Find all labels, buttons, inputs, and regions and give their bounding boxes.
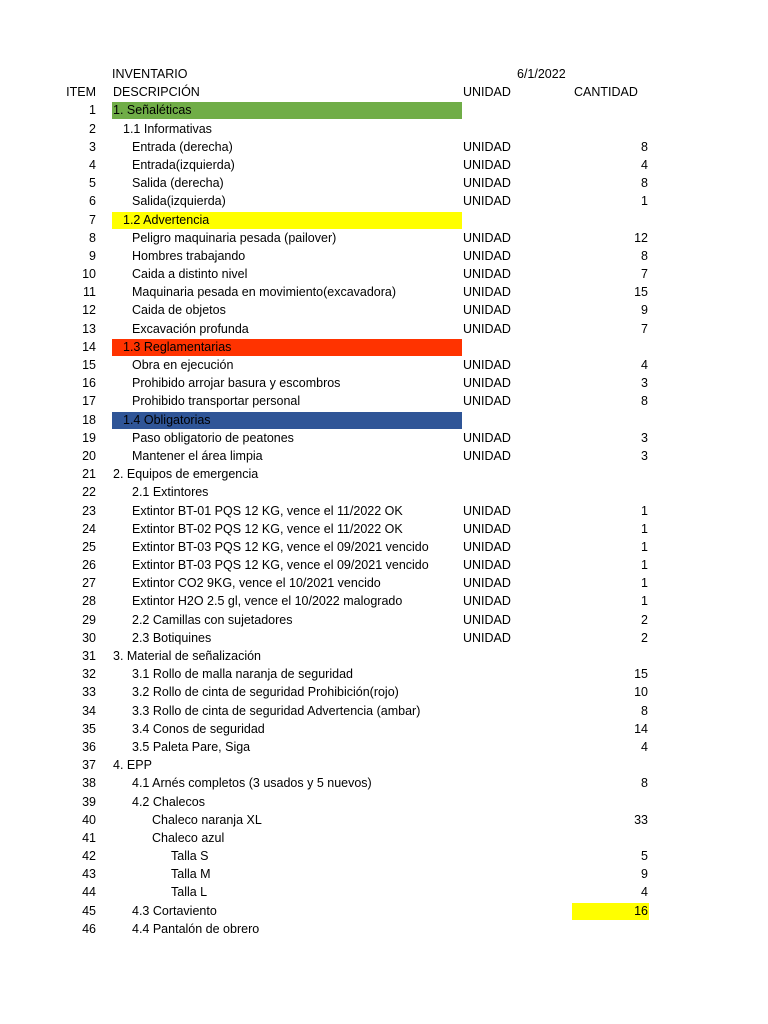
description-cell: 4.1 Arnés completos (3 usados y 5 nuevos) bbox=[132, 776, 372, 791]
item-number-cell: 3 bbox=[89, 139, 96, 154]
unit-cell: UNIDAD bbox=[463, 285, 511, 300]
description-cell: 1.3 Reglamentarias bbox=[112, 339, 462, 356]
quantity-cell: 10 bbox=[634, 685, 648, 700]
description-cell: Talla S bbox=[171, 849, 209, 864]
quantity-cell: 8 bbox=[641, 176, 648, 191]
table-row bbox=[0, 793, 768, 811]
item-number-cell: 9 bbox=[89, 248, 96, 263]
item-number-cell: 30 bbox=[82, 630, 96, 645]
unit-cell: UNIDAD bbox=[463, 303, 511, 318]
description-cell: Paso obligatorio de peatones bbox=[132, 430, 294, 445]
table-row bbox=[0, 229, 768, 247]
unit-cell: UNIDAD bbox=[463, 230, 511, 245]
unit-cell: UNIDAD bbox=[463, 448, 511, 463]
quantity-cell: 3 bbox=[641, 376, 648, 391]
quantity-cell: 9 bbox=[641, 867, 648, 882]
unit-cell: UNIDAD bbox=[463, 630, 511, 645]
item-number-cell: 36 bbox=[82, 739, 96, 754]
quantity-cell: 7 bbox=[641, 267, 648, 282]
unit-cell: UNIDAD bbox=[463, 139, 511, 154]
quantity-cell: 8 bbox=[641, 248, 648, 263]
table-row bbox=[0, 429, 768, 447]
item-number-cell: 15 bbox=[82, 358, 96, 372]
quantity-cell: 12 bbox=[634, 230, 648, 245]
inventory-title: INVENTARIO bbox=[112, 67, 188, 81]
description-cell: 2.3 Botiquines bbox=[132, 630, 212, 645]
quantity-cell: 4 bbox=[641, 739, 648, 754]
table-row bbox=[0, 174, 768, 192]
table-row bbox=[0, 865, 768, 883]
item-number-cell: 20 bbox=[82, 448, 96, 463]
table-row bbox=[0, 265, 768, 283]
quantity-cell: 4 bbox=[641, 885, 648, 900]
description-cell: Extintor CO2 9KG, vence el 10/2021 vencido bbox=[132, 576, 381, 591]
table-row bbox=[0, 611, 768, 629]
quantity-cell: 1 bbox=[641, 194, 648, 209]
description-cell: Hombres trabajando bbox=[132, 248, 246, 263]
item-number-cell: 25 bbox=[82, 539, 96, 554]
item-number-cell: 34 bbox=[82, 703, 96, 718]
quantity-cell: 1 bbox=[641, 503, 648, 518]
item-number-cell: 43 bbox=[82, 867, 96, 882]
description-cell: Chaleco azul bbox=[152, 830, 225, 845]
item-number-cell: 10 bbox=[82, 267, 96, 282]
item-number-cell: 26 bbox=[82, 558, 96, 573]
description-cell: Prohibido transportar personal bbox=[132, 394, 301, 409]
table-row bbox=[0, 847, 768, 865]
inventory-sheet bbox=[0, 65, 768, 938]
table-row bbox=[0, 247, 768, 265]
item-number-cell: 33 bbox=[82, 685, 96, 700]
unit-cell: UNIDAD bbox=[463, 194, 511, 209]
item-number-cell: 29 bbox=[82, 612, 96, 627]
item-number-cell: 31 bbox=[82, 649, 96, 663]
table-row bbox=[0, 411, 768, 429]
table-row bbox=[0, 101, 768, 119]
description-cell: Excavación profunda bbox=[132, 321, 249, 336]
column-header-item: ITEM bbox=[66, 85, 96, 100]
description-cell: 4. EPP bbox=[113, 758, 152, 773]
table-row bbox=[0, 902, 768, 920]
column-header-unit: UNIDAD bbox=[463, 85, 511, 100]
item-number-cell: 23 bbox=[82, 503, 96, 518]
unit-cell: UNIDAD bbox=[463, 594, 511, 609]
description-cell: Chaleco naranja XL bbox=[152, 812, 262, 827]
item-number-cell: 38 bbox=[82, 776, 96, 791]
column-header-description: DESCRIPCIÓN bbox=[113, 85, 200, 100]
unit-cell: UNIDAD bbox=[463, 267, 511, 282]
table-row bbox=[0, 483, 768, 501]
description-cell: Extintor H2O 2.5 gl, vence el 10/2022 malogrado bbox=[132, 594, 403, 609]
quantity-cell: 1 bbox=[641, 558, 648, 573]
item-number-cell: 18 bbox=[82, 412, 96, 427]
quantity-cell: 4 bbox=[641, 358, 648, 372]
table-row bbox=[0, 520, 768, 538]
description-cell: 4.4 Pantalón de obrero bbox=[132, 921, 260, 936]
quantity-cell: 5 bbox=[641, 849, 648, 864]
description-cell: 2. Equipos de emergencia bbox=[113, 467, 259, 482]
quantity-cell: 33 bbox=[634, 812, 648, 827]
unit-cell: UNIDAD bbox=[463, 248, 511, 263]
description-cell: 2.2 Camillas con sujetadores bbox=[132, 612, 293, 627]
unit-cell: UNIDAD bbox=[463, 521, 511, 536]
description-cell: 1.4 Obligatorias bbox=[112, 412, 462, 429]
unit-cell: UNIDAD bbox=[463, 358, 511, 372]
title-row bbox=[0, 65, 768, 83]
item-number-cell: 8 bbox=[89, 230, 96, 245]
item-number-cell: 42 bbox=[82, 849, 96, 864]
table-row bbox=[0, 683, 768, 701]
item-number-cell: 16 bbox=[82, 376, 96, 391]
table-row bbox=[0, 592, 768, 610]
quantity-cell: 14 bbox=[634, 721, 648, 736]
description-cell: Mantener el área limpia bbox=[132, 448, 263, 463]
quantity-cell: 7 bbox=[641, 321, 648, 336]
table-row bbox=[0, 574, 768, 592]
description-cell: Obra en ejecución bbox=[132, 358, 234, 372]
unit-cell: UNIDAD bbox=[463, 539, 511, 554]
description-cell: Salida (derecha) bbox=[132, 176, 224, 191]
inventory-date: 6/1/2022 bbox=[517, 67, 566, 81]
item-number-cell: 32 bbox=[82, 667, 96, 682]
item-number-cell: 1 bbox=[89, 103, 96, 118]
unit-cell: UNIDAD bbox=[463, 612, 511, 627]
description-cell: Prohibido arrojar basura y escombros bbox=[132, 376, 341, 391]
item-number-cell: 44 bbox=[82, 885, 96, 900]
item-number-cell: 22 bbox=[82, 485, 96, 500]
table-row bbox=[0, 156, 768, 174]
table-row bbox=[0, 320, 768, 338]
table-row bbox=[0, 738, 768, 756]
table-row bbox=[0, 665, 768, 683]
table-row bbox=[0, 502, 768, 520]
unit-cell: UNIDAD bbox=[463, 503, 511, 518]
quantity-cell: 1 bbox=[641, 594, 648, 609]
description-cell: 2.1 Extintores bbox=[132, 485, 209, 500]
quantity-cell: 3 bbox=[641, 448, 648, 463]
item-number-cell: 6 bbox=[89, 194, 96, 209]
description-cell: Extintor BT-03 PQS 12 KG, vence el 09/2021 vencido bbox=[132, 558, 429, 573]
description-cell: Maquinaria pesada en movimiento(excavadora) bbox=[132, 285, 397, 300]
table-row bbox=[0, 811, 768, 829]
inventory-rows bbox=[0, 101, 768, 938]
description-cell: 1.2 Advertencia bbox=[112, 212, 462, 229]
quantity-cell: 3 bbox=[641, 430, 648, 445]
item-number-cell: 11 bbox=[83, 285, 96, 300]
unit-cell: UNIDAD bbox=[463, 558, 511, 573]
item-number-cell: 46 bbox=[82, 921, 96, 936]
item-number-cell: 37 bbox=[82, 758, 96, 773]
description-cell: 1.1 Informativas bbox=[123, 121, 212, 136]
description-cell: 4.2 Chalecos bbox=[132, 794, 205, 809]
quantity-cell: 15 bbox=[634, 667, 648, 682]
item-number-cell: 19 bbox=[82, 430, 96, 445]
table-row bbox=[0, 556, 768, 574]
table-row bbox=[0, 829, 768, 847]
table-row bbox=[0, 192, 768, 210]
unit-cell: UNIDAD bbox=[463, 394, 511, 409]
table-row bbox=[0, 447, 768, 465]
unit-cell: UNIDAD bbox=[463, 176, 511, 191]
unit-cell: UNIDAD bbox=[463, 576, 511, 591]
description-cell: 3.2 Rollo de cinta de seguridad Prohibición(rojo) bbox=[132, 685, 399, 700]
description-cell: 1. Señaléticas bbox=[112, 102, 462, 119]
item-number-cell: 12 bbox=[82, 303, 96, 318]
table-row bbox=[0, 774, 768, 792]
quantity-cell: 2 bbox=[641, 612, 648, 627]
item-number-cell: 17 bbox=[82, 394, 96, 409]
description-cell: Talla M bbox=[171, 867, 211, 882]
table-row bbox=[0, 647, 768, 665]
description-cell: Salida(izquierda) bbox=[132, 194, 226, 209]
table-row bbox=[0, 392, 768, 410]
item-number-cell: 21 bbox=[82, 467, 96, 482]
table-row bbox=[0, 374, 768, 392]
description-cell: 4.3 Cortaviento bbox=[132, 903, 217, 918]
description-cell: Entrada (derecha) bbox=[132, 139, 233, 154]
quantity-cell: 8 bbox=[641, 703, 648, 718]
item-number-cell: 28 bbox=[82, 594, 96, 609]
item-number-cell: 39 bbox=[82, 794, 96, 809]
table-row bbox=[0, 283, 768, 301]
description-cell: 3. Material de señalización bbox=[113, 649, 261, 663]
table-row bbox=[0, 538, 768, 556]
column-header-row bbox=[0, 83, 768, 101]
table-row bbox=[0, 338, 768, 356]
table-row bbox=[0, 629, 768, 647]
quantity-cell: 1 bbox=[641, 521, 648, 536]
quantity-cell: 16 bbox=[572, 903, 649, 920]
item-number-cell: 35 bbox=[82, 721, 96, 736]
item-number-cell: 14 bbox=[82, 339, 96, 354]
description-cell: 3.4 Conos de seguridad bbox=[132, 721, 265, 736]
item-number-cell: 24 bbox=[82, 521, 96, 536]
description-cell: Peligro maquinaria pesada (pailover) bbox=[132, 230, 337, 245]
description-cell: Entrada(izquierda) bbox=[132, 157, 235, 172]
item-number-cell: 5 bbox=[89, 176, 96, 191]
description-cell: Caida de objetos bbox=[132, 303, 226, 318]
unit-cell: UNIDAD bbox=[463, 376, 511, 391]
quantity-cell: 1 bbox=[641, 576, 648, 591]
quantity-cell: 8 bbox=[641, 776, 648, 791]
table-row bbox=[0, 138, 768, 156]
table-row bbox=[0, 465, 768, 483]
quantity-cell: 8 bbox=[641, 394, 648, 409]
description-cell: Extintor BT-03 PQS 12 KG, vence el 09/2021 vencido bbox=[132, 539, 429, 554]
unit-cell: UNIDAD bbox=[463, 430, 511, 445]
item-number-cell: 27 bbox=[82, 576, 96, 591]
item-number-cell: 41 bbox=[82, 830, 96, 845]
description-cell: Extintor BT-02 PQS 12 KG, vence el 11/2022 OK bbox=[132, 521, 403, 536]
quantity-cell: 9 bbox=[641, 303, 648, 318]
item-number-cell: 7 bbox=[89, 212, 96, 227]
table-row bbox=[0, 756, 768, 774]
unit-cell: UNIDAD bbox=[463, 157, 511, 172]
description-cell: Talla L bbox=[171, 885, 208, 900]
column-header-quantity: CANTIDAD bbox=[574, 85, 638, 100]
description-cell: 3.1 Rollo de malla naranja de seguridad bbox=[132, 667, 353, 682]
item-number-cell: 13 bbox=[82, 321, 96, 336]
item-number-cell: 2 bbox=[89, 121, 96, 136]
table-row bbox=[0, 120, 768, 138]
item-number-cell: 4 bbox=[89, 157, 96, 172]
quantity-cell: 4 bbox=[641, 157, 648, 172]
quantity-cell: 2 bbox=[641, 630, 648, 645]
table-row bbox=[0, 211, 768, 229]
description-cell: 3.3 Rollo de cinta de seguridad Advertencia (ambar) bbox=[132, 703, 421, 718]
table-row bbox=[0, 883, 768, 901]
item-number-cell: 40 bbox=[82, 812, 96, 827]
table-row bbox=[0, 702, 768, 720]
description-cell: Extintor BT-01 PQS 12 KG, vence el 11/2022 OK bbox=[132, 503, 403, 518]
table-row bbox=[0, 920, 768, 938]
description-cell: Caida a distinto nivel bbox=[132, 267, 248, 282]
quantity-cell: 15 bbox=[634, 285, 648, 300]
unit-cell: UNIDAD bbox=[463, 321, 511, 336]
description-cell: 3.5 Paleta Pare, Siga bbox=[132, 739, 251, 754]
table-row bbox=[0, 301, 768, 319]
quantity-cell: 1 bbox=[641, 539, 648, 554]
table-row bbox=[0, 356, 768, 374]
item-number-cell: 45 bbox=[82, 903, 96, 918]
quantity-cell: 8 bbox=[641, 139, 648, 154]
table-row bbox=[0, 720, 768, 738]
